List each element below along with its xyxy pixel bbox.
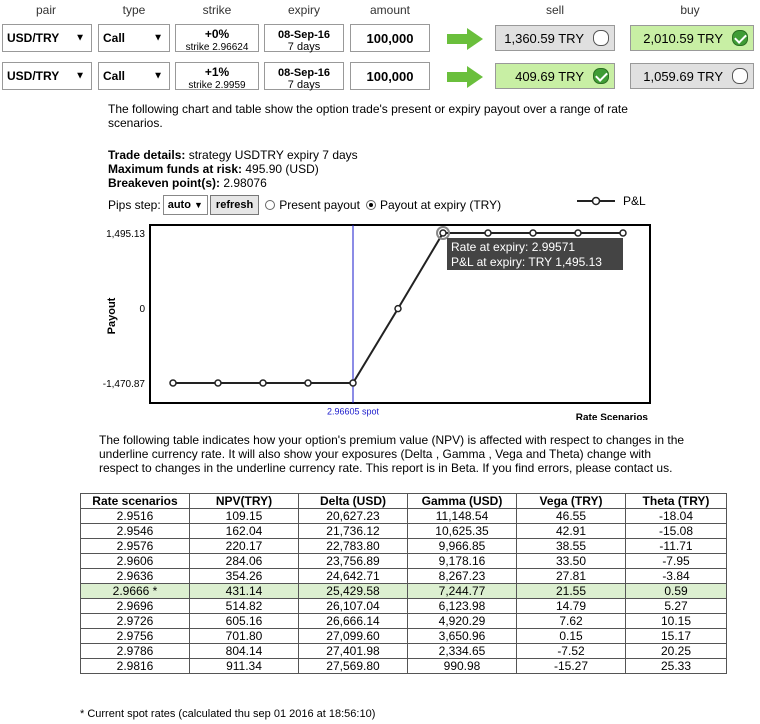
header-pair: pair [35, 3, 56, 17]
strike-field[interactable] [175, 62, 259, 90]
table-row [81, 644, 727, 659]
spot-label: 2.96605 spot [326, 406, 380, 417]
table-cell: 220.17 [190, 539, 299, 554]
intro-text: The following chart and table show the option trade's present or expiry payout over a range of rate scenarios. [108, 102, 628, 130]
tooltip-line-2: P&L at expiry: TRY 1,495.13 [451, 255, 602, 269]
table-cell: 14.79 [517, 599, 626, 614]
table-row [81, 659, 727, 674]
chart-controls [108, 195, 501, 215]
table-cell: 2,334.65 [408, 644, 517, 659]
x-axis-label: Rate Scenarios [575, 412, 648, 420]
table-cell: -7.52 [517, 644, 626, 659]
table-cell: 2.9606 [81, 554, 190, 569]
pips-step-value: auto [167, 199, 191, 211]
table-cell: 23,756.89 [299, 554, 408, 569]
strike-value: strike 2.96624 [185, 42, 249, 53]
table-cell: 42.91 [517, 524, 626, 539]
table-cell: 7.62 [517, 614, 626, 629]
strike-value: strike 2.9959 [188, 80, 246, 91]
trade-row [0, 60, 760, 94]
strike-field[interactable] [175, 24, 259, 52]
expiry-payout-radio[interactable] [366, 200, 376, 210]
table-row [81, 629, 727, 644]
data-point[interactable] [305, 380, 311, 386]
table-cell: 15.17 [626, 629, 727, 644]
chart-legend [575, 194, 646, 208]
header-strike: strike [202, 3, 232, 17]
buy-price-button[interactable] [630, 63, 754, 89]
table-cell: 26,107.04 [299, 599, 408, 614]
table-cell: 2.9696 [81, 599, 190, 614]
column-header: Delta (USD) [299, 494, 408, 509]
table-cell: 911.34 [190, 659, 299, 674]
table-row [81, 524, 727, 539]
table-cell: 4,920.29 [408, 614, 517, 629]
present-payout-radio[interactable] [265, 200, 275, 210]
table-row [81, 554, 727, 569]
expiry-date: 08-Sep-16 [278, 29, 330, 41]
column-header: Rate scenarios [81, 494, 190, 509]
table-cell: 2.9636 [81, 569, 190, 584]
data-point[interactable] [350, 380, 356, 386]
type-select[interactable] [98, 24, 170, 52]
breakeven-value: 2.98076 [220, 176, 267, 190]
type-value: Call [103, 69, 126, 83]
table-cell: 0.59 [626, 584, 727, 599]
funds-at-risk-label: Maximum funds at risk: [108, 162, 243, 176]
column-header: NPV(TRY) [190, 494, 299, 509]
arrow-right-icon [447, 66, 483, 88]
table-cell: 804.14 [190, 644, 299, 659]
table-cell: 2.9726 [81, 614, 190, 629]
table-cell: 22,783.80 [299, 539, 408, 554]
pair-select[interactable] [2, 62, 92, 90]
table-cell: 7,244.77 [408, 584, 517, 599]
table-row [81, 584, 727, 599]
table-cell: 354.26 [190, 569, 299, 584]
table-cell: 162.04 [190, 524, 299, 539]
table-cell: 21.55 [517, 584, 626, 599]
trade-details-label: Trade details: [108, 148, 186, 162]
table-cell: 9,966.85 [408, 539, 517, 554]
table-cell: 27.81 [517, 569, 626, 584]
select-checkbox[interactable] [732, 30, 748, 46]
table-cell: 20,627.23 [299, 509, 408, 524]
table-cell: 2.9666 * [81, 584, 190, 599]
table-cell: 24,642.71 [299, 569, 408, 584]
table-cell: 20.25 [626, 644, 727, 659]
data-point[interactable] [485, 230, 491, 236]
table-cell: 0.15 [517, 629, 626, 644]
breakeven-label: Breakeven point(s): [108, 176, 221, 190]
table-row [81, 569, 727, 584]
table-cell: 514.82 [190, 599, 299, 614]
chart-tooltip [447, 238, 623, 270]
table-cell: -15.27 [517, 659, 626, 674]
select-checkbox[interactable] [593, 30, 609, 46]
header-buy: buy [680, 3, 700, 17]
data-point[interactable] [260, 380, 266, 386]
legend-label: P&L [623, 194, 646, 208]
buy-price-button[interactable] [630, 25, 754, 51]
table-cell: 990.98 [408, 659, 517, 674]
table-cell: -7.95 [626, 554, 727, 569]
table-cell: 46.55 [517, 509, 626, 524]
pair-select[interactable] [2, 24, 92, 52]
funds-at-risk-value: 495.90 (USD) [242, 162, 319, 176]
y-tick-label: 0 [139, 304, 145, 315]
table-cell: -3.84 [626, 569, 727, 584]
expiry-days: 7 days [287, 41, 321, 53]
pips-step-select[interactable] [163, 195, 208, 215]
table-cell: 5.27 [626, 599, 727, 614]
chevron-down-icon: ▼ [194, 200, 203, 210]
sell-price-button[interactable] [495, 25, 615, 51]
table-cell: 10.15 [626, 614, 727, 629]
data-point[interactable] [620, 230, 626, 236]
table-row [81, 539, 727, 554]
header-expiry: expiry [287, 3, 320, 17]
strike-percent: +1% [204, 65, 230, 79]
pair-value: USD/TRY [7, 69, 60, 83]
table-cell: 2.9786 [81, 644, 190, 659]
y-tick-label: -1,470.87 [102, 379, 145, 390]
table-cell: 27,401.98 [299, 644, 408, 659]
y-tick-label: 1,495.13 [106, 229, 145, 240]
table-cell: 6,123.98 [408, 599, 517, 614]
table-cell: 2.9516 [81, 509, 190, 524]
strike-percent: +0% [204, 27, 230, 41]
tooltip-line-1: Rate at expiry: 2.99571 [451, 240, 576, 254]
table-cell: 21,736.12 [299, 524, 408, 539]
table-cell: 27,099.60 [299, 629, 408, 644]
type-value: Call [103, 31, 126, 45]
trade-details [108, 148, 358, 190]
data-point[interactable] [170, 380, 176, 386]
table-cell: 2.9816 [81, 659, 190, 674]
data-point[interactable] [215, 380, 221, 386]
table-cell: 27,569.80 [299, 659, 408, 674]
table-cell: 284.06 [190, 554, 299, 569]
expiry-payout-label: Payout at expiry (TRY) [379, 198, 502, 212]
table-cell: 25,429.58 [299, 584, 408, 599]
amount-input[interactable]: 100,000 [350, 62, 430, 90]
expiry-date: 08-Sep-16 [278, 67, 330, 79]
expiry-field[interactable] [264, 24, 344, 52]
table-row [81, 614, 727, 629]
expiry-days: 7 days [287, 79, 321, 91]
header-type: type [122, 3, 146, 17]
trade-row [0, 22, 760, 56]
table-cell: 9,178.16 [408, 554, 517, 569]
chevron-down-icon: ▼ [153, 70, 163, 82]
select-checkbox[interactable] [732, 68, 748, 84]
table-cell: -18.04 [626, 509, 727, 524]
column-header: Vega (TRY) [517, 494, 626, 509]
pair-value: USD/TRY [7, 31, 60, 45]
table-cell: 431.14 [190, 584, 299, 599]
header-amount: amount [369, 3, 411, 17]
sell-price: 1,360.59 TRY [504, 30, 584, 46]
table-cell: 701.80 [190, 629, 299, 644]
trade-details-value: strategy USDTRY expiry 7 days [185, 148, 358, 162]
data-point[interactable] [530, 230, 536, 236]
data-point[interactable] [395, 306, 401, 312]
present-payout-label: Present payout [279, 198, 360, 212]
table-cell: 25.33 [626, 659, 727, 674]
arrow-right-icon [447, 28, 483, 50]
table-cell: 10,625.35 [408, 524, 517, 539]
amount-input[interactable]: 100,000 [350, 24, 430, 52]
table-cell: 33.50 [517, 554, 626, 569]
table-header-row [81, 494, 727, 509]
table-cell: 8,267.23 [408, 569, 517, 584]
table-cell: -15.08 [626, 524, 727, 539]
legend-line-icon [575, 196, 617, 206]
pips-step-label: Pips step: [108, 198, 161, 212]
expiry-field[interactable] [264, 62, 344, 90]
table-cell: 38.55 [517, 539, 626, 554]
y-axis-label: Payout [106, 297, 118, 335]
sell-price: 409.69 TRY [515, 68, 584, 84]
header-sell: sell [545, 3, 564, 17]
chevron-down-icon: ▼ [75, 32, 85, 44]
data-point[interactable] [575, 230, 581, 236]
table-cell: -11.71 [626, 539, 727, 554]
table-cell: 11,148.54 [408, 509, 517, 524]
footnote: * Current spot rates (calculated thu sep 01 2016 at 18:56:10) [80, 708, 376, 720]
table-cell: 109.15 [190, 509, 299, 524]
column-header: Theta (TRY) [626, 494, 727, 509]
data-point[interactable] [440, 230, 446, 236]
table-row [81, 599, 727, 614]
buy-price: 1,059.69 TRY [643, 68, 723, 84]
sell-price-button[interactable] [495, 63, 615, 89]
buy-price: 2,010.59 TRY [643, 30, 723, 46]
type-select[interactable] [98, 62, 170, 90]
chevron-down-icon: ▼ [153, 32, 163, 44]
table-cell: 2.9546 [81, 524, 190, 539]
table-row [81, 509, 727, 524]
select-checkbox[interactable] [593, 68, 609, 84]
chevron-down-icon: ▼ [75, 70, 85, 82]
table-intro-text: The following table indicates how your option's premium value (NPV) is affected with respect to changes in the underline currency rate. It will also show your exposures (Delta , Gamma , Vega and Theta) change with respect to changes in the underline currency rate. This report is in Beta. If you find errors, please contact us. [99, 433, 685, 475]
table-cell: 2.9576 [81, 539, 190, 554]
column-header: Gamma (USD) [408, 494, 517, 509]
refresh-button[interactable]: refresh [210, 195, 259, 215]
rate-scenarios-table [80, 493, 727, 674]
payout-chart [95, 220, 665, 420]
table-cell: 605.16 [190, 614, 299, 629]
table-cell: 26,666.14 [299, 614, 408, 629]
table-cell: 3,650.96 [408, 629, 517, 644]
table-cell: 2.9756 [81, 629, 190, 644]
